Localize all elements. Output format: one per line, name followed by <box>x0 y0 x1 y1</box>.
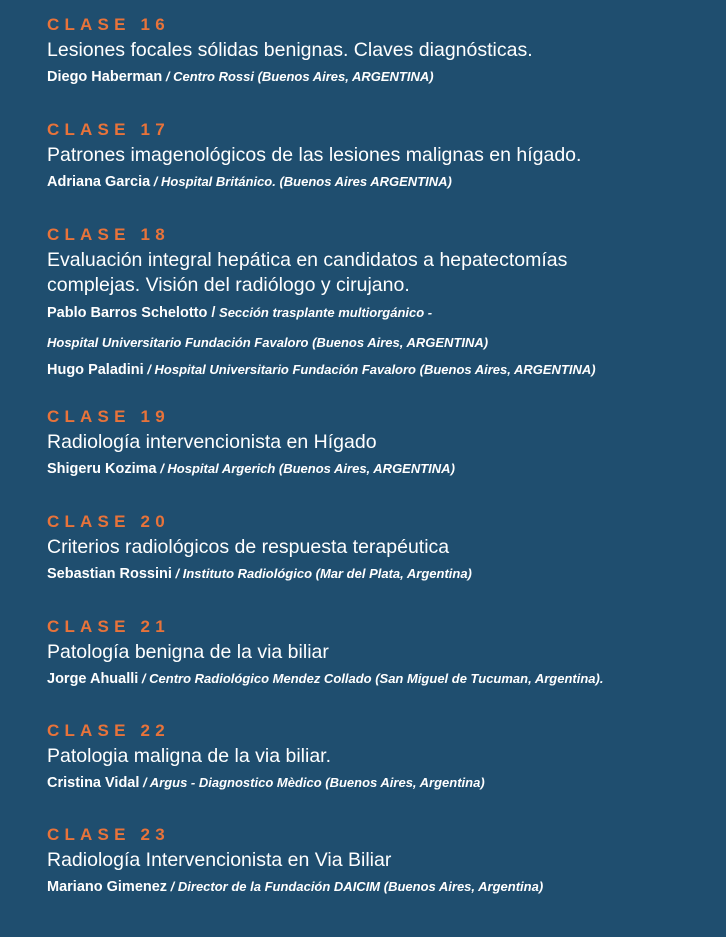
speaker-institution: / Centro Rossi (Buenos Aires, ARGENTINA) <box>162 69 434 84</box>
class-title: Radiología intervencionista en Hígado <box>47 431 377 453</box>
class-label: CLASE 21 <box>47 617 170 636</box>
speaker-name: Hugo Paladini <box>47 362 144 378</box>
speaker-name: Adriana Garcia <box>47 174 151 190</box>
class-block-23 <box>47 825 717 899</box>
class-title: Criterios radiológicos de respuesta terapéutica <box>47 536 450 558</box>
class-label: CLASE 17 <box>47 120 170 139</box>
speaker-institution: / Instituto Radiológico (Mar del Plata, Argentina) <box>171 566 472 581</box>
class-block-19 <box>47 407 717 481</box>
speaker-line <box>47 667 717 691</box>
class-block-20 <box>47 512 717 586</box>
speaker-name: Jorge Ahualli <box>47 671 139 687</box>
speaker-name: Shigeru Kozima <box>47 461 157 477</box>
class-label: CLASE 18 <box>47 225 170 244</box>
class-label: CLASE 16 <box>47 15 170 34</box>
class-title: Patrones imagenológicos de las lesiones malignas en hígado. <box>47 144 582 166</box>
speaker-name: Sebastian Rossini <box>47 566 172 582</box>
speaker-institution: / Director de la Fundación DAICIM (Buenos Aires, Argentina) <box>167 879 544 894</box>
speaker-line <box>47 170 717 194</box>
speaker-name: Pablo Barros Schelotto / <box>47 305 216 321</box>
speaker-line <box>47 875 717 899</box>
class-label: CLASE 22 <box>47 721 170 740</box>
class-title: Evaluación integral hepática en candidatos a hepatectomías complejas. Visión del radiólogo y cirujano. <box>47 249 568 296</box>
class-title: Patología benigna de la via biliar <box>47 641 329 663</box>
class-title: Radiología Intervencionista en Via Biliar <box>47 849 392 871</box>
speaker-line <box>47 457 717 481</box>
speaker-name: Mariano Gimenez <box>47 879 168 895</box>
speaker-institution: / Hospital Universitario Fundación Favaloro (Buenos Aires, ARGENTINA) <box>143 362 596 377</box>
speaker-institution: / Hospital Británico. (Buenos Aires ARGENTINA) <box>150 174 452 189</box>
class-block-17 <box>47 120 717 194</box>
class-block-16 <box>47 15 717 89</box>
class-label: CLASE 20 <box>47 512 170 531</box>
speaker-institution: / Hospital Argerich (Buenos Aires, ARGENTINA) <box>156 461 455 476</box>
class-title: Lesiones focales sólidas benignas. Claves diagnósticas. <box>47 39 533 61</box>
class-label: CLASE 19 <box>47 407 170 426</box>
class-title: Patologia maligna de la via biliar. <box>47 745 332 767</box>
speaker-institution: / Centro Radiológico Mendez Collado (San Miguel de Tucuman, Argentina). <box>138 671 604 686</box>
speaker-institution: / Argus - Diagnostico Mèdico (Buenos Aires, Argentina) <box>139 775 485 790</box>
speaker-line <box>47 771 717 795</box>
class-label: CLASE 23 <box>47 825 170 844</box>
speaker-line <box>47 331 717 355</box>
speaker-name: Cristina Vidal <box>47 775 140 791</box>
speaker-line <box>47 358 717 382</box>
speaker-institution: Hospital Universitario Fundación Favaloro (Buenos Aires, ARGENTINA) <box>47 335 489 350</box>
speaker-line <box>47 562 717 586</box>
class-block-18 <box>47 225 717 382</box>
speaker-line <box>47 301 717 325</box>
speaker-institution: Sección trasplante multiorgánico - <box>215 305 433 320</box>
class-block-21 <box>47 617 717 691</box>
speaker-name: Diego Haberman <box>47 69 163 85</box>
class-block-22 <box>47 721 717 795</box>
speaker-line <box>47 65 717 89</box>
